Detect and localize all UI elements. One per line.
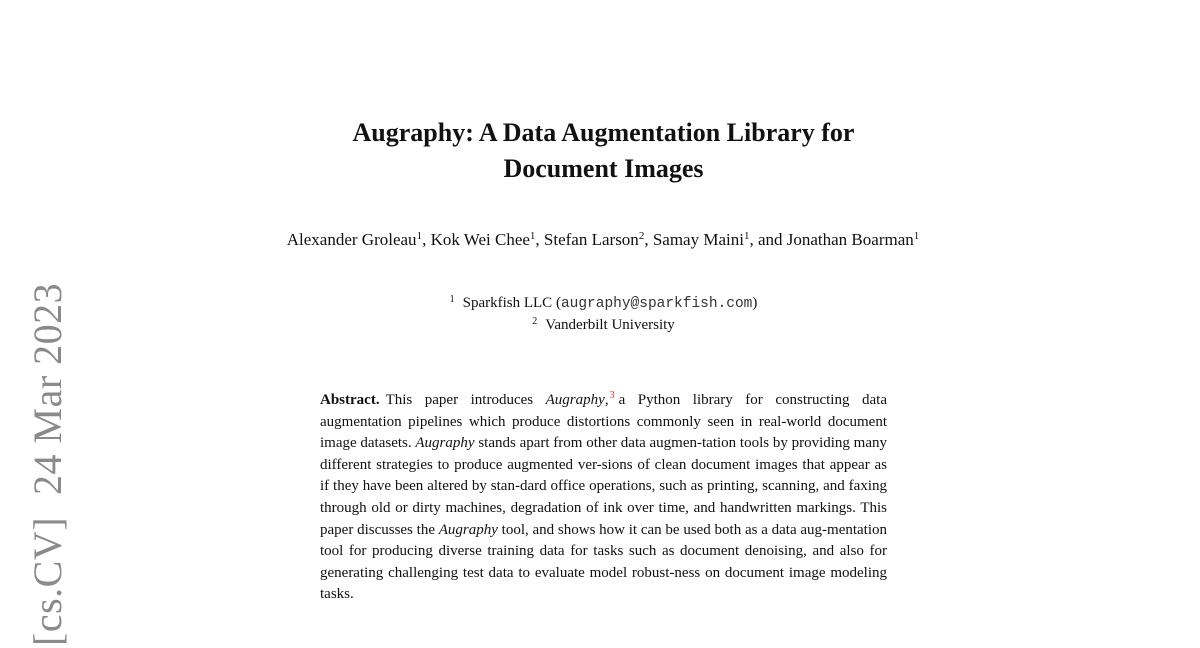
footnote-link[interactable]: 3 — [609, 390, 615, 401]
library-name: Augraphy — [438, 521, 498, 538]
author-affiliation-mark: 1 — [743, 230, 750, 242]
arxiv-identifier-stamp — [25, 282, 70, 646]
abstract-label: Abstract. — [320, 392, 380, 408]
author-name: Samay Maini — [652, 230, 744, 249]
author-list — [265, 228, 941, 251]
affiliation-mark: 1 — [449, 294, 455, 305]
library-name: Augraphy — [545, 392, 605, 408]
author-separator: , and — [749, 230, 787, 249]
abstract-text: This paper introduces — [385, 392, 546, 408]
author-separator: , — [535, 230, 544, 249]
author-affiliation-mark: 1 — [529, 230, 536, 242]
paper-title-line-1: Augraphy: A Data Augmentation Library for — [352, 118, 855, 147]
affiliation-2 — [0, 315, 1200, 336]
abstract-text: tool, and shows how it can be used both as a data aug-mentation tool for producing diverse training data for tasks such as document denoising, and also for generating challenging test data to evaluate model robust-ness on document image modeling tasks. — [320, 521, 888, 603]
author-affiliation-mark: 2 — [638, 230, 645, 242]
abstract-text: a Python library for constructing data augmentation pipelines which produce distortions commonly seen in real-world document image datasets. — [320, 392, 887, 452]
abstract — [320, 390, 887, 606]
affiliation-name: Sparkfish LLC — [462, 295, 553, 311]
author-separator: , — [644, 230, 653, 249]
arxiv-category: [cs.CV] — [25, 516, 70, 646]
affiliation-mark: 2 — [532, 316, 538, 327]
affiliation-1: $^1$ Sparkfish LLC (augraphy@sparkfish.com) — [449, 294, 758, 312]
author-name: Alexander Groleau — [286, 230, 417, 249]
author-name: Jonathan Boarman — [786, 230, 914, 249]
paper-title-line-2: Document Images — [503, 154, 704, 183]
author-name: Stefan Larson — [543, 230, 639, 249]
abstract-text: , — [604, 392, 609, 408]
author-separator: , — [422, 230, 431, 249]
author-affiliation-mark: 1 — [913, 230, 920, 242]
author-affiliation-mark: 1 — [416, 230, 423, 242]
arxiv-date: 24 Mar 2023 — [25, 282, 70, 495]
affiliation-name: Vanderbilt University — [545, 317, 675, 333]
paper-title — [0, 115, 1200, 187]
abstract-text: stands apart from other data augmen-tation tools by providing many different strategies to produce augmented ver-sions of clean document images that appear as if they have been altered by stan-dard office operations, such as printing, scanning, and faxing through old or dirty machines, degradation of ink over time, and handwritten markings. This paper discusses the — [320, 435, 887, 538]
affiliations — [0, 293, 1200, 336]
library-name: Augraphy — [415, 435, 475, 452]
author-name: Kok Wei Chee — [430, 230, 530, 249]
contact-email-link[interactable]: augraphy@sparkfish.com — [560, 296, 753, 312]
